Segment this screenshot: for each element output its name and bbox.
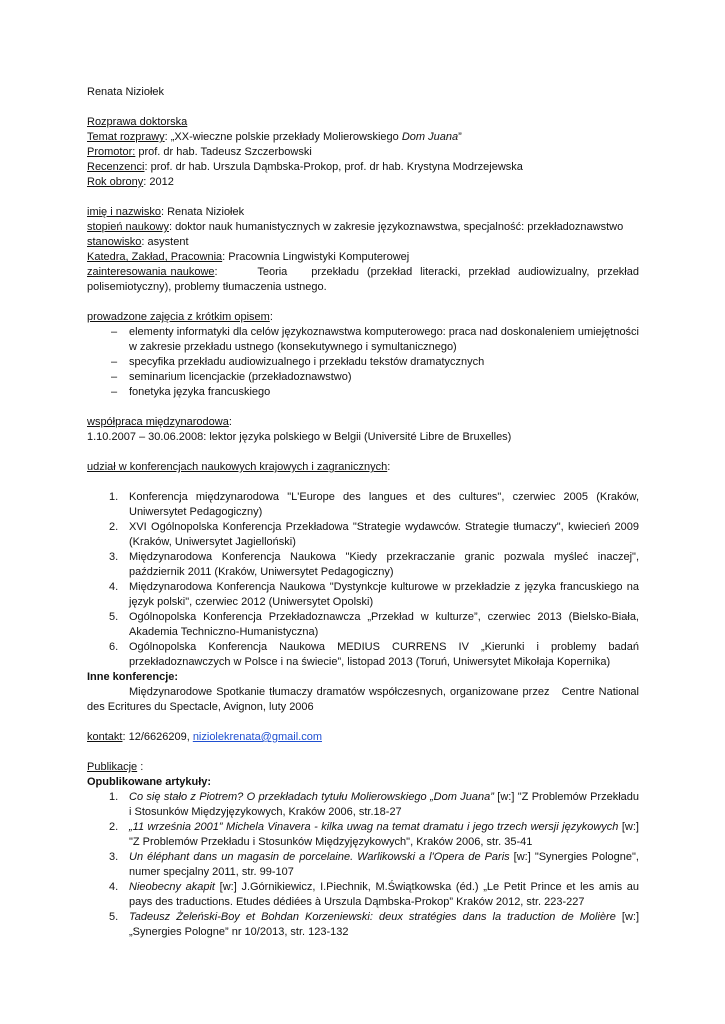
dash-bullet: – [111,386,118,398]
profile-interests: zainteresowania naukowe: Teoria przekładu (przekład literacki, przekład audiowizualny, przekład [87,266,639,278]
list-item: 4. Nieobecny akapit [w:] J.Górnikiewicz, I.Piechnik, M.Świątkowska (éd.) „Le Petit Prince et les amis au pays des traductions. Etudes dédiées à Urszula Dąmbska-Prokop” Kraków 2012, str. 223-227 [109,881,639,908]
publications-label: Publikacje [87,761,138,773]
list-item: 1. Konferencja międzynarodowa "L'Europe des langues et des cultures", czerwiec 2005 (Kraków, Uniwersytet Pedagogiczny) [109,491,639,518]
dissertation-section [87,115,639,190]
list-item: 2. „11 września 2001” Michela Vinavera - kilka uwag na temat dramatu i jego trzech wersji językowych [w:] "Z Problemów Przekładu i Stosunków Międzyjęzykowych", Kraków 2006, str. 35-41 [109,821,639,848]
other-conferences-text: Międzynarodowe Spotkanie tłumaczy dramatów współczesnych, organizowane przez Centre National [129,686,639,698]
dissertation-topic-title: Dom Juana [401,131,459,143]
profile-name: imię i nazwisko: Renata Niziołek [87,206,245,218]
profile-degree: stopień naukowy: doktor nauk humanistycznych w zakresie językoznawstwa, specjalność: przekładoznawstwo [87,221,624,233]
dash-bullet: – [111,356,118,368]
profile-position: stanowisko: asystent [87,236,189,248]
dissertation-year: Rok obrony: 2012 [87,176,174,188]
courses-section: prowadzone zajęcia z krótkim opisem: – elementy informatyki dla celów językoznawstwa komputerowego: praca nad doskonaleniem umiejętności w zakresie przekładu ustnego (konsekutywnego i symultanicznego) – specyfika przekładu audiowizualnego i przekładu tekstów dramatycznych – seminarium licencjackie (przekładoznawstwo) – fonetyka języka francuskiego [87,311,639,398]
profile-department: Katedra, Zakład, Pracownia: Pracownia Lingwistyki Komputerowej [87,251,410,263]
other-conferences-label: Inne konferencje: [87,671,179,683]
dissertation-promotor: Promotor: prof. dr hab. Tadeusz Szczerbowski [87,146,312,158]
conferences-label: udział w konferencjach naukowych krajowych i zagranicznych [87,461,388,473]
cooperation-text: 1.10.2007 – 30.06.2008: lektor języka polskiego w Belgii (Université Libre de Bruxelles) [87,431,512,443]
list-item: 3. Un éléphant dans un magasin de porcelaine. Warlikowski a l'Opera de Paris [w:] "Synergies Pologne", numer specjalny 2011, str. 99-107 [109,851,639,878]
list-item: 6. Ogólnopolska Konferencja Naukowa MEDIUS CURRENS IV „Kierunki i problemy badań przekładoznawczych w Polsce i na świecie”, listopad 2013 (Toruń, Uniwersytet Mikołaja Kopernika) [109,641,639,668]
list-item: – specyfika przekładu audiowizualnego i przekładu tekstów dramatycznych [111,356,485,368]
cooperation-label: współpraca międzynarodowa [87,416,229,428]
dash-bullet: – [111,326,118,338]
list-item: 1. Co się stało z Piotrem? O przekładach tytułu Molierowskiego „Dom Juana” [w:] "Z Problemów Przekładu i Stosunków Międzyjęzykowych, Kraków 2006, str.18-27 [109,791,639,818]
publications-list [87,790,639,940]
profile-section [87,205,639,295]
email-link[interactable]: niziolekrenata@gmail.com [192,731,322,743]
courses-list [87,325,639,400]
courses-label: prowadzone zajęcia z krótkim opisem [87,311,270,323]
cooperation-section: współpraca międzynarodowa: 1.10.2007 – 30.06.2008: lektor języka polskiego w Belgii (Université Libre de Bruxelles) [87,415,639,445]
contact-section [87,730,639,745]
other-conferences-text-cont: des Ecritures du Spectacle, Avignon, luty 2006 [87,701,314,713]
conferences-list [87,490,639,670]
list-item: 2. XVI Ogólnopolska Konferencja Przekładowa "Strategie wydawców. Strategie tłumaczy", kwiecień 2009 (Kraków, Uniwersytet Jagielloński) [109,521,639,548]
dash-bullet: – [111,371,118,383]
list-item: – elementy informatyki dla celów językoznawstwa komputerowego: praca nad doskonaleniem umiejętności w zakresie przekładu ustnego (konsekutywnego i symultanicznego) [111,326,639,353]
contact-line: kontakt: 12/6626209, niziolekrenata@gmail.com [87,731,322,743]
list-item: 5. Ogólnopolska Konferencja Przekładoznawcza „Przekład w kulturze”, czerwiec 2013 (Bielsko-Biała, Akademia Techniczno-Humanistyczna) [109,611,639,638]
list-item: 3. Międzynarodowa Konferencja Naukowa "Kiedy przekraczanie granic pozwala myśleć inaczej", październik 2011 (Kraków, Uniwersytet Pedagogiczny) [109,551,639,578]
list-item: 5. Tadeusz Żeleński-Boy et Bohdan Korzeniewski: deux stratégies dans la traduction de Molière [w:] „Synergies Pologne” nr 10/2013, str. 123-132 [109,911,640,938]
profile-interests-cont: polisemiotyczny), problemy tłumaczenia ustnego. [87,281,327,293]
articles-label: Opublikowane artykuły: [87,776,212,788]
list-item: 4. Międzynarodowa Konferencja Naukowa "Dystynkcje kulturowe w przekładzie z języka francuskiego na język polski", czerwiec 2012 (Uniwersytet Opolski) [109,581,639,608]
author-name: Renata Niziołek [87,86,165,98]
list-item: – fonetyka języka francuskiego [111,386,271,398]
list-item: – seminarium licencjackie (przekładoznawstwo) [111,371,352,383]
dissertation-topic: Temat rozprawy: „XX-wieczne polskie przekłady Molierowskiego Dom Juana” [87,131,462,143]
dissertation-reviewers: Recenzenci: prof. dr hab. Urszula Dąmbska-Prokop, prof. dr hab. Krystyna Modrzejewska [87,161,523,173]
dissertation-heading: Rozprawa doktorska [87,116,188,128]
conferences-section: udział w konferencjach naukowych krajowych i zagranicznych: 1. Konferencja międzynarodowa "L'Europe des langues et des cultures", czerwiec 2005 (Kraków, Uniwersytet Pedagogiczny) 2. XVI Ogólnopolska Konferencja Przekładowa "Strategie wydawców. Strategie tłumaczy", kwiecień 2009 (Kraków, Uniwersytet Jagielloński) 3. Międzynarodowa Konferencja Naukowa "Kiedy przekraczanie granic pozwala myśleć inaczej", październik 2011 (Kraków, Uniwersytet Pedagogiczny) 4. Międzynarodowa Konferencja Naukowa "Dystynkcje kulturowe w przekładzie z języka francuskiego na język polski", czerwiec 2012 (Uniwersytet Opolski) 5. Ogólnopolska Konferencja Przekładoznawcza „Przekład w kulturze”, czerwiec 2013 (Bielsko-Biała, Akademia Techniczno-Humanistyczna) 6. Ogólnopolska Konferencja Naukowa MEDIUS CURRENS IV „Kierunki i problemy badań przekładoznawczych w Polsce i na świecie”, listopad 2013 (Toruń, Uniwersytet Mikołaja Kopernika) Inne konferencje: Międzynarodowe Spotkanie tłumaczy dramatów współczesnych, organizowane przez Centre National des Ecritures du Spectacle, Avignon, luty 2006 [87,461,639,713]
publications-section: Publikacje : Opublikowane artykuły: 1. Co się stało z Piotrem? O przekładach tytułu Molierowskiego „Dom Juana” [w:] "Z Problemów Przekładu i Stosunków Międzyjęzykowych, Kraków 2006, str.18-27 2. „11 września 2001” Michela Vinavera - kilka uwag na temat dramatu i jego trzech wersji językowych [w:] "Z Problemów Przekładu i Stosunków Międzyjęzykowych", Kraków 2006, str. 35-41 3. Un éléphant dans un magasin de porcelaine. Warlikowski a l'Opera de Paris [w:] "Synergies Pologne", numer specjalny 2011, str. 99-107 4. Nieobecny akapit [w:] J.Górnikiewicz, I.Piechnik, M.Świątkowska (éd.) „Le Petit Prince et les amis au pays des traductions. Etudes dédiées à Urszula Dąmbska-Prokop” Kraków 2012, str. 223-227 5. Tadeusz Żeleński-Boy et Bohdan Korzeniewski: deux stratégies dans la traduction de Molière [w:] „Synergies Pologne” nr 10/2013, str. 123-132 [87,761,640,938]
